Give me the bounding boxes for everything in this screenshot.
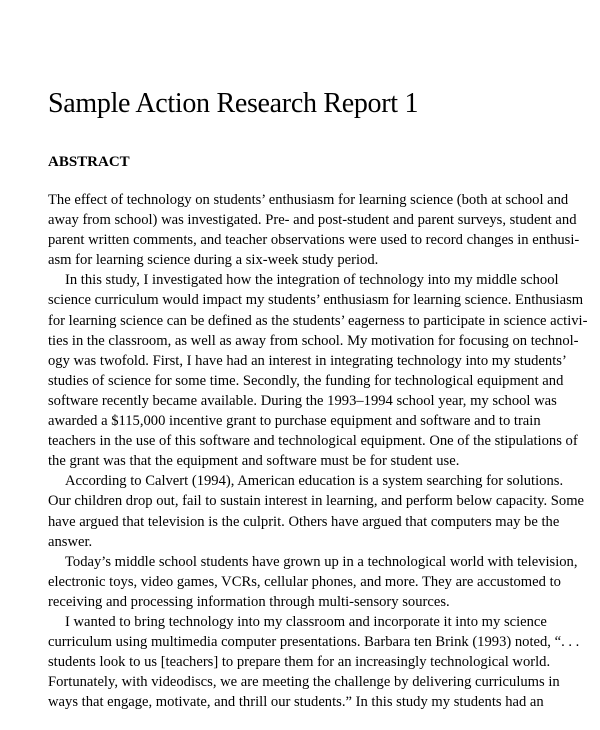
text-line: parent written comments, and teacher observations were used to record changes in enthusi- [48,232,580,249]
abstract-body [48,190,588,712]
document-title: Sample Action Research Report 1 [48,88,419,119]
text-line: Fortunately, with videodiscs, we are meeting the challenge by delivering curriculums in [48,674,560,691]
text-line: The effect of technology on students’ enthusiasm for learning science (both at school and [48,192,569,208]
text-line: I wanted to bring technology into my classroom and incorporate it into my science [65,613,547,630]
text-line: electronic toys, video games, VCRs, cellular phones, and more. They are accustomed to [48,573,561,590]
text-line: Our children drop out, fail to sustain interest in learning, and perform below capacity. Some [48,493,585,510]
text-line: teachers in the use of this software and technological equipment. One of the stipulations of [48,433,578,450]
paragraph [48,471,585,551]
text-line: receiving and processing information through multi-sensory sources. [48,593,450,610]
text-line: In this study, I investigated how the integration of technology into my middle school [65,272,559,289]
paragraph [48,552,578,612]
paragraph [48,270,588,471]
text-line: asm for learning science during a six-week study period. [48,252,379,269]
text-line: ties in the classroom, as well as away from school. My motivation for focusing on technol- [48,332,579,349]
text-line: have argued that television is the culprit. Others have argued that computers may be the [48,513,560,530]
text-line: students look to us [teachers] to prepare them for an increasingly technological world. [48,654,551,671]
text-line: ways that engage, motivate, and thrill our students.” In this study my students had an [48,694,544,711]
text-line: away from school) was investigated. Pre- and post-student and parent surveys, student and [48,212,577,229]
text-line: curriculum using multimedia computer presentations. Barbara ten Brink (1993) noted, “. . . [48,634,580,651]
paragraph [48,612,580,712]
text-line: ogy was twofold. First, I have had an interest in integrating technology into my students’ [48,352,567,369]
text-line: software recently became available. During the 1993–1994 school year, my school was [48,392,557,409]
text-line: awarded a $115,000 incentive grant to purchase equipment and software and to train [48,413,541,430]
paragraph [48,190,580,270]
text-line: answer. [48,533,93,550]
text-line: for learning science can be defined as the students’ eagerness to participate in science activi- [48,312,588,329]
text-line: Today’s middle school students have grown up in a technological world with television, [65,553,578,570]
text-line: science curriculum would impact my students’ enthusiasm for learning science. Enthusiasm [48,292,584,309]
abstract-heading: ABSTRACT [48,154,130,170]
text-line: studies of science for some time. Secondly, the funding for technological equipment and [48,372,564,389]
text-line: the grant was that the equipment and software must be for student use. [48,453,460,470]
text-line: According to Calvert (1994), American education is a system searching for solutions. [65,473,564,490]
